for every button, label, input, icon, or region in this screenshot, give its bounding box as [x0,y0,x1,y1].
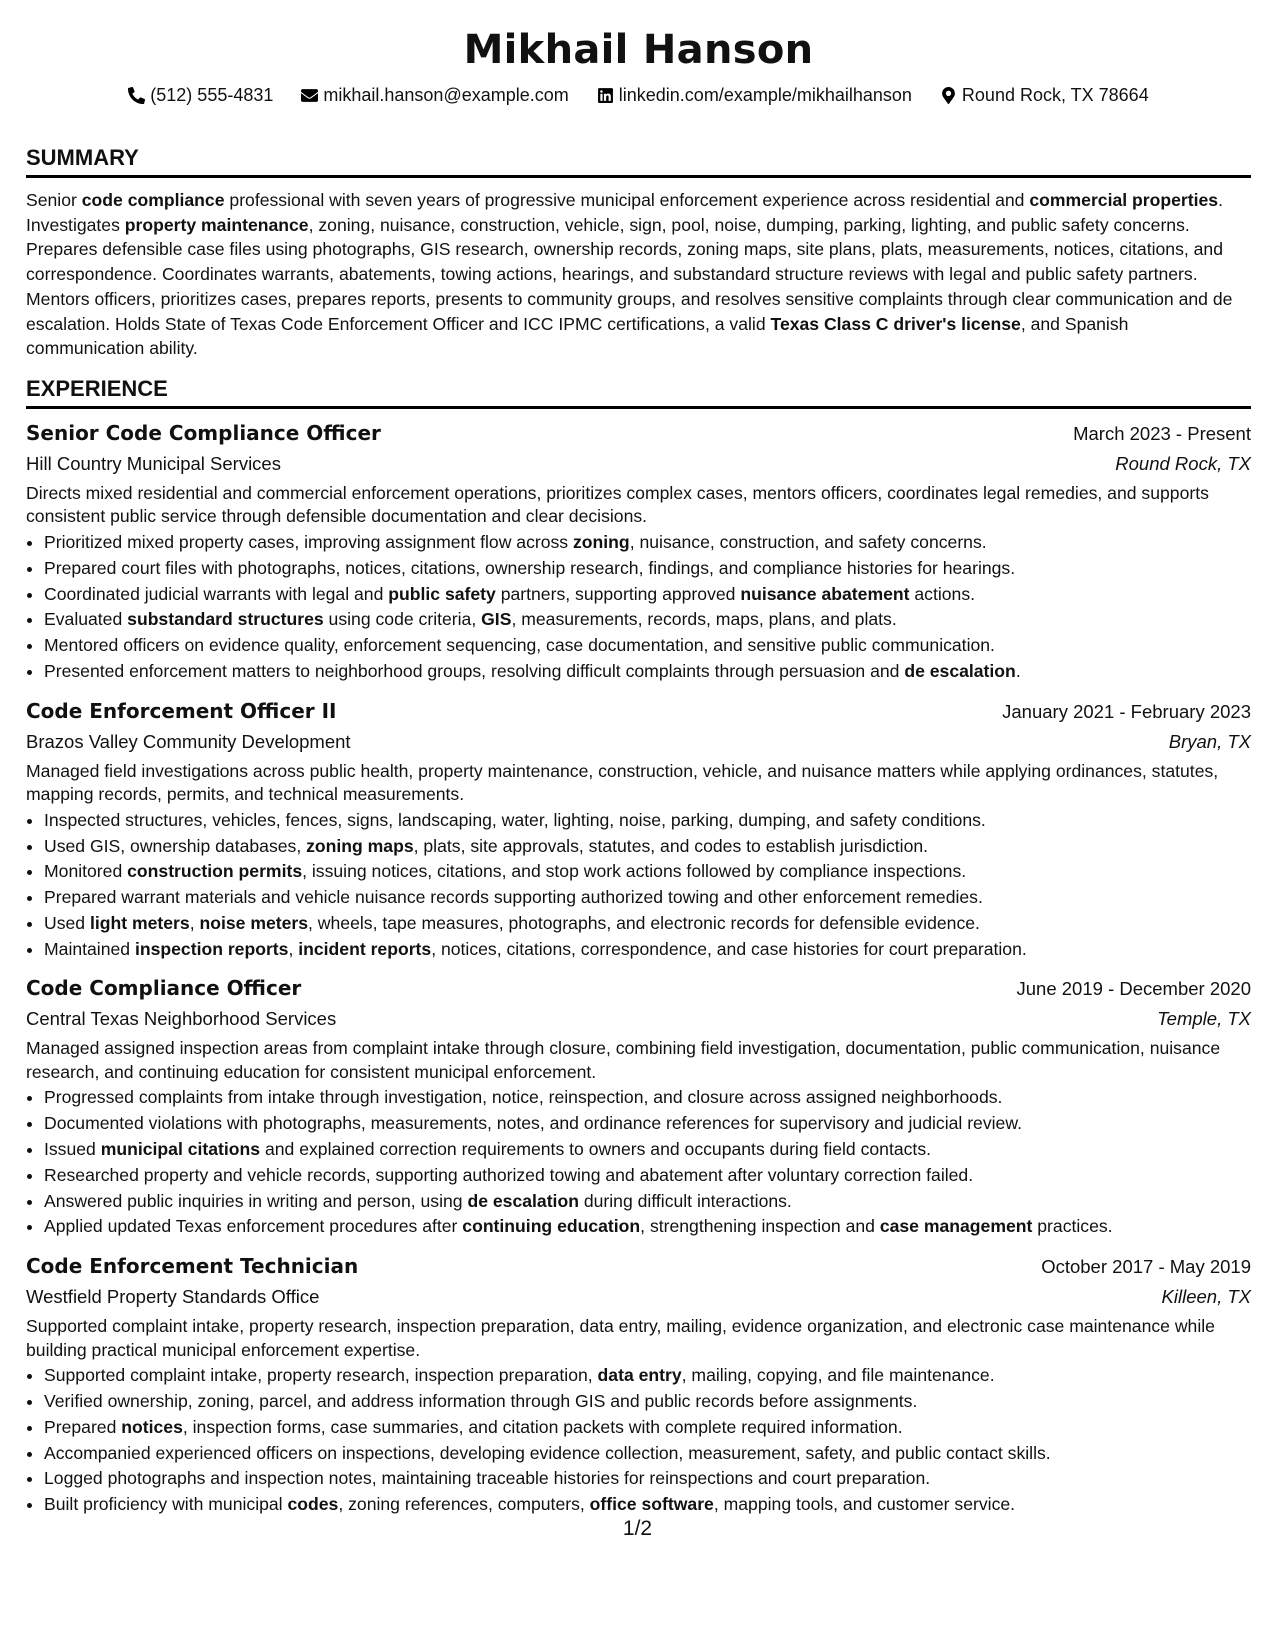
job-header-row [26,974,1251,1003]
job-bullet: • Prepared notices, inspection forms, case summaries, and citation packets with complete required information. [44,1415,1251,1441]
bold-keyword: data entry [597,1365,682,1386]
job-bullet: • Progressed complaints from intake through investigation, notice, reinspection, and closure across assigned neighborhoods. [44,1085,1251,1111]
job-bullet: • Researched property and vehicle records, supporting authorized towing and abatement after voluntary correction failed. [44,1163,1251,1189]
experience-list [26,419,1251,1518]
bold-keyword: incident reports [298,938,432,959]
bold-keyword: property maintenance [124,214,309,235]
job-organization: Westfield Property Standards Office [26,1286,320,1308]
job-entry [26,1252,1251,1518]
bold-keyword: codes [287,1494,339,1515]
bold-keyword: de escalation [467,1190,579,1211]
job-bullet: • Verified ownership, zoning, parcel, and address information through GIS and public records before assignments. [44,1389,1251,1415]
job-bullet: • Answered public inquiries in writing and person, using de escalation during difficult interactions. [44,1189,1251,1215]
job-org-row [26,1284,1251,1310]
job-location: Killeen, TX [1161,1286,1251,1308]
job-bullets [26,1085,1251,1240]
job-header-row [26,697,1251,726]
contact-location [940,84,1149,106]
job-bullet: • Issued municipal citations and explained correction requirements to owners and occupants during field contacts. [44,1137,1251,1163]
phone-icon [128,87,145,104]
job-location: Temple, TX [1157,1008,1251,1030]
job-entry [26,419,1251,685]
job-bullet: • Prioritized mixed property cases, improving assignment flow across zoning, nuisance, construction, and safety concerns. [44,530,1251,556]
contact-linkedin[interactable] [597,84,912,106]
job-location: Round Rock, TX [1115,452,1251,474]
linkedin-icon [597,87,614,104]
job-header-row [26,419,1251,448]
job-bullet: • Presented enforcement matters to neighborhood groups, resolving difficult complaints through persuasion and de escalation. [44,659,1251,685]
bold-keyword: GIS [481,609,512,630]
job-description: Managed assigned inspection areas from complaint intake through closure, combining field investigation, documentation, public communication, nuisance research, and continuing education for consistent municipal enforcement. [26,1038,1221,1082]
job-location: Bryan, TX [1168,730,1251,752]
bold-keyword: zoning [573,531,630,552]
map-marker-icon [940,87,957,104]
bold-keyword: continuing education [462,1216,641,1237]
bold-keyword: noise meters [199,912,309,933]
contact-phone [128,84,273,106]
job-title: Code Enforcement Officer II [26,698,337,723]
bold-keyword: code compliance [81,190,225,210]
job-description: Supported complaint intake, property research, inspection preparation, data entry, mailing, evidence organization, and electronic case maintenance while building practical municipal enforcement expertise. [26,1316,1215,1360]
job-dates: March 2023 - Present [1073,422,1251,444]
job-bullets [26,530,1251,685]
job-bullet: • Supported complaint intake, property research, inspection preparation, data entry, mailing, copying, and file maintenance. [44,1363,1251,1389]
bold-keyword: substandard structures [127,609,324,630]
summary-heading: SUMMARY [26,144,1251,178]
linkedin-text: linkedin.com/example/mikhailhanson [618,85,912,105]
job-org-row [26,1006,1251,1032]
contact-email[interactable] [301,84,568,106]
bold-keyword: office software [589,1494,714,1515]
job-title: Senior Code Compliance Officer [26,420,381,445]
job-title: Code Compliance Officer [26,976,302,1001]
envelope-icon [301,87,318,104]
bold-keyword: public safety [388,583,496,604]
job-title: Code Enforcement Technician [26,1254,359,1279]
job-header-row [26,1252,1251,1281]
bold-keyword: zoning maps [306,835,414,856]
job-bullet: • Coordinated judicial warrants with legal and public safety partners, supporting approved nuisance abatement actions. [44,582,1251,608]
job-bullet: • Evaluated substandard structures using code criteria, GIS, measurements, records, maps, plans, and plats. [44,607,1251,633]
bold-keyword: municipal citations [100,1139,261,1160]
job-bullet: • Maintained inspection reports, incident reports, notices, citations, correspondence, and case histories for court preparation. [44,937,1251,963]
bold-keyword: construction permits [127,861,303,882]
job-bullet: • Prepared court files with photographs, notices, citations, ownership research, findings, and compliance histories for hearings. [44,556,1251,582]
job-description: Managed field investigations across public health, property maintenance, construction, vehicle, and nuisance matters while applying ordinances, statutes, mapping records, permits, and technical measurements. [26,760,1219,805]
email-text: mikhail.hanson@example.com [323,85,569,105]
job-bullet: • Mentored officers on evidence quality, enforcement sequencing, case documentation, and sensitive public communication. [44,633,1251,659]
phone-text: (512) 555-4831 [150,85,274,105]
job-bullets [26,1363,1251,1518]
job-bullet: • Applied updated Texas enforcement procedures after continuing education, strengthening inspection and case management practices. [44,1214,1251,1240]
job-bullet: • Monitored construction permits, issuing notices, citations, and stop work actions followed by compliance inspections. [44,859,1251,885]
job-organization: Brazos Valley Community Development [26,730,351,752]
bold-keyword: nuisance abatement [740,583,910,604]
job-dates: October 2017 - May 2019 [1041,1256,1251,1278]
job-dates: January 2021 - February 2023 [1002,700,1251,722]
bold-keyword: notices [121,1416,183,1437]
bold-keyword: case management [879,1216,1033,1237]
job-organization: Central Texas Neighborhood Services [26,1008,337,1030]
job-org-row [26,729,1251,755]
experience-heading: EXPERIENCE [26,375,1251,409]
job-bullet: • Logged photographs and inspection notes, maintaining traceable histories for reinspections and court preparation. [44,1466,1251,1492]
job-bullet: • Built proficiency with municipal codes, zoning references, computers, office software, mapping tools, and customer service. [44,1492,1251,1518]
job-bullet: • Inspected structures, vehicles, fences, signs, landscaping, water, lighting, noise, parking, dumping, and safety conditions. [44,808,1251,834]
candidate-name: Mikhail Hanson [463,27,814,73]
job-description: Directs mixed residential and commercial enforcement operations, prioritizes complex cases, mentors officers, coordinates legal remedies, and supports consistent public service through defensible documentation and clear decisions. [26,482,1209,527]
bold-keyword: Texas Class C driver's license [770,313,1021,334]
job-bullet: • Prepared warrant materials and vehicle nuisance records supporting authorized towing and other enforcement remedies. [44,885,1251,911]
page-indicator: 1/2 [622,1517,653,1540]
job-bullet: • Documented violations with photographs, measurements, notes, and ordinance references for supervisory and judicial review. [44,1111,1251,1137]
summary-text: Senior code compliance professional with seven years of progressive municipal enforcement experience across residential and commercial properties. Investigates property maintenance, zoning, nuisance, construction, vehicle, sign, pool, noise, dumping, parking, lighting, and public safety concerns. Prepares defensible case files using photographs, GIS research, ownership records, zoning maps, site plans, plats, measurements, notices, citations, and correspondence. Coordinates warrants, abatements, towing actions, hearings, and substandard structure reviews with legal and public safety partners. Mentors officers, prioritizes cases, prepares reports, presents to community groups, and resolves sensitive complaints through clear communication and de escalation. Holds State of Texas Code Enforcement Officer and ICC IPMC certifications, a valid Texas Class C driver's license, and Spanish communication ability. [26,190,1233,359]
job-bullet: • Used light meters, noise meters, wheels, tape measures, photographs, and electronic records for defensible evidence. [44,911,1251,937]
location-text: Round Rock, TX 78664 [961,85,1149,105]
job-bullet: • Accompanied experienced officers on inspections, developing evidence collection, measurement, safety, and public contact skills. [44,1441,1251,1467]
bold-keyword: inspection reports [134,938,289,959]
job-entry [26,974,1251,1240]
bold-keyword: light meters [89,912,190,933]
bold-keyword: de escalation [904,660,1016,681]
job-entry [26,697,1251,963]
contact-bar [26,84,1251,106]
bold-keyword: commercial properties [1029,190,1219,210]
job-bullet: • Used GIS, ownership databases, zoning maps, plats, site approvals, statutes, and codes to establish jurisdiction. [44,834,1251,860]
resume-page [26,0,1251,1518]
job-dates: June 2019 - December 2020 [1016,978,1251,1000]
job-organization: Hill Country Municipal Services [26,452,281,474]
job-org-row [26,451,1251,477]
job-bullets [26,808,1251,963]
